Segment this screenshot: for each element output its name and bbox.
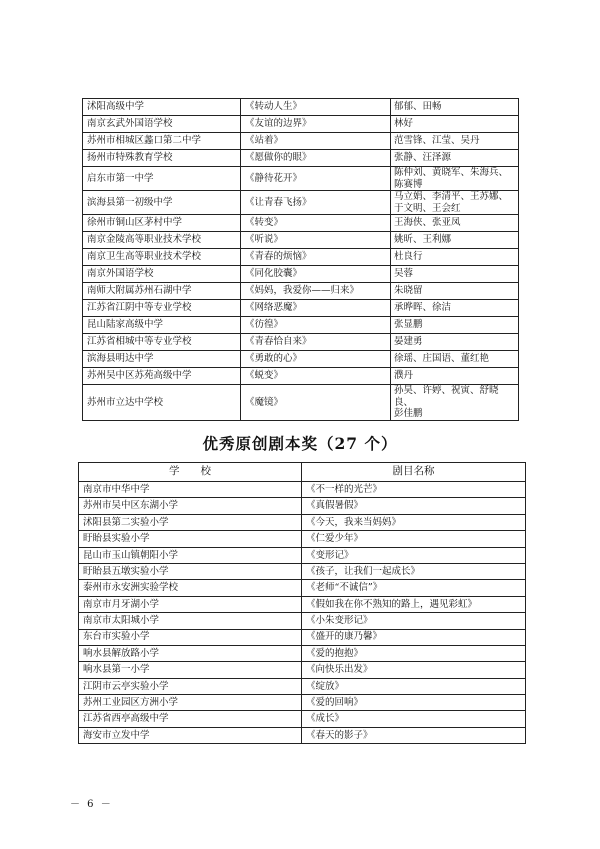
school-cell: 东台市实验小学 xyxy=(79,629,302,645)
table-row xyxy=(83,215,519,232)
authors-cell xyxy=(391,150,519,167)
title-cell: 《爱的回响》 xyxy=(302,695,526,711)
school-cell: 南京市中华中学 xyxy=(79,482,302,498)
authors-cell xyxy=(391,283,519,300)
table-row xyxy=(83,368,519,385)
title-cell: 《让青春飞扬》 xyxy=(241,191,391,215)
school-cell: 昆山陆家高级中学 xyxy=(83,317,241,334)
table-row xyxy=(79,482,526,498)
table-row xyxy=(79,531,526,547)
table-row xyxy=(79,678,526,694)
school-cell: 海安市立发中学 xyxy=(79,727,302,743)
table-row xyxy=(79,613,526,629)
school-cell: 沭阳县第二实验小学 xyxy=(79,514,302,530)
table-row xyxy=(79,514,526,530)
author-line: 杜良行 xyxy=(394,251,423,263)
title-cell: 《小朱变形记》 xyxy=(302,613,526,629)
authors-cell xyxy=(391,368,519,385)
authors-cell xyxy=(391,334,519,351)
table-row xyxy=(79,563,526,579)
title-cell: 《仁爱少年》 xyxy=(302,531,526,547)
school-cell: 南京市太阳城小学 xyxy=(79,613,302,629)
table-row xyxy=(83,351,519,368)
title-cell: 《今天，我来当妈妈》 xyxy=(302,514,526,530)
title-cell: 《彷徨》 xyxy=(241,317,391,334)
table-row xyxy=(79,711,526,727)
table-row xyxy=(83,300,519,317)
table-row xyxy=(79,727,526,743)
school-cell: 南京玄武外国语学校 xyxy=(83,116,241,133)
header-school: 学 校 xyxy=(79,463,302,482)
school-cell: 响水县解放路小学 xyxy=(79,645,302,661)
school-cell: 扬州市特殊教育学校 xyxy=(83,150,241,167)
school-cell: 苏州市立达中学校 xyxy=(83,385,241,421)
school-cell: 盱眙县实验小学 xyxy=(79,531,302,547)
school-cell: 南师大附属苏州石湖中学 xyxy=(83,283,241,300)
author-line: 郁郁、田畅 xyxy=(394,101,442,113)
title-cell: 《蜕变》 xyxy=(241,368,391,385)
title-cell: 《爱的抱抱》 xyxy=(302,645,526,661)
author-line: 王海侠、张亚凤 xyxy=(394,217,461,229)
author-line: 张显鹏 xyxy=(394,319,423,331)
school-cell: 南京金陵高等职业技术学校 xyxy=(83,232,241,249)
author-line: 范雪锋、江莹、吴丹 xyxy=(394,135,480,147)
author-line: 朱晓留 xyxy=(394,285,423,297)
table-row xyxy=(83,99,519,116)
school-cell: 南京卫生高等职业技术学校 xyxy=(83,249,241,266)
authors-cell xyxy=(391,351,519,368)
school-cell: 盱眙县五墩实验小学 xyxy=(79,563,302,579)
school-cell: 江苏省江阴中等专业学校 xyxy=(83,300,241,317)
author-line: 陈赛博 xyxy=(394,178,423,190)
table-row xyxy=(79,629,526,645)
author-line: 吴蓉 xyxy=(394,268,414,280)
title-cell: 《网络恶魔》 xyxy=(241,300,391,317)
table-row xyxy=(83,385,519,421)
school-cell: 南京市月牙湖小学 xyxy=(79,596,302,612)
author-line: 姚昕、王利娜 xyxy=(394,234,452,246)
title-cell: 《盛开的康乃馨》 xyxy=(302,629,526,645)
table-row xyxy=(79,547,526,563)
school-cell: 响水县第一小学 xyxy=(79,662,302,678)
title-cell: 《站着》 xyxy=(241,133,391,150)
author-line: 徐瑶、庄国语、董红艳 xyxy=(394,353,490,365)
authors-cell xyxy=(391,215,519,232)
authors-cell xyxy=(391,99,519,116)
title-cell: 《假如我在你不熟知的路上，遇见彩虹》 xyxy=(302,596,526,612)
title-cell: 《真假暑假》 xyxy=(302,498,526,514)
table-row xyxy=(83,133,519,150)
author-line: 晏建勇 xyxy=(394,336,423,348)
title-cell: 《老师“不诚信”》 xyxy=(302,580,526,596)
title-cell: 《勇敢的心》 xyxy=(241,351,391,368)
school-cell: 滨海县明达中学 xyxy=(83,351,241,368)
title-cell: 《青春恰自来》 xyxy=(241,334,391,351)
author-line: 林好 xyxy=(394,118,414,130)
title-cell: 《不一样的光芒》 xyxy=(302,482,526,498)
table-header-row xyxy=(79,463,526,482)
title-cell: 《同化胶囊》 xyxy=(241,266,391,283)
authors-cell xyxy=(391,317,519,334)
school-cell: 徐州市铜山区茅村中学 xyxy=(83,215,241,232)
page-number: － 6 － xyxy=(70,799,113,810)
author-line: 马立娟、李清平、王苏娜、 xyxy=(394,191,509,202)
title-cell: 《向快乐出发》 xyxy=(302,662,526,678)
authors-cell xyxy=(391,133,519,150)
table-row xyxy=(79,695,526,711)
title-cell: 《静待花开》 xyxy=(241,167,391,191)
school-cell: 江苏省西亭高级中学 xyxy=(79,711,302,727)
school-cell: 苏州市吴中区东湖小学 xyxy=(79,498,302,514)
table-row xyxy=(83,191,519,215)
school-cell: 泰州市永安洲实验学校 xyxy=(79,580,302,596)
title-cell: 《变形记》 xyxy=(302,547,526,563)
school-cell: 启东市第一中学 xyxy=(83,167,241,191)
authors-cell xyxy=(391,385,519,421)
title-cell: 《春天的影子》 xyxy=(302,727,526,743)
school-cell: 沭阳高级中学 xyxy=(83,99,241,116)
school-cell: 昆山市玉山镇朝阳小学 xyxy=(79,547,302,563)
table-row xyxy=(83,283,519,300)
table-row xyxy=(83,249,519,266)
title-cell: 《妈妈，我爱你——归来》 xyxy=(241,283,391,300)
title-cell: 《听说》 xyxy=(241,232,391,249)
table-row xyxy=(83,317,519,334)
table-row xyxy=(79,498,526,514)
table-row xyxy=(83,116,519,133)
authors-cell xyxy=(391,300,519,317)
author-line: 濮丹 xyxy=(394,370,414,382)
title-cell: 《魔镜》 xyxy=(241,385,391,421)
authors-cell xyxy=(391,167,519,191)
authors-cell xyxy=(391,249,519,266)
original-script-award-table xyxy=(78,462,526,744)
header-title: 剧目名称 xyxy=(302,463,526,482)
title-cell: 《转变》 xyxy=(241,215,391,232)
table-row xyxy=(83,266,519,283)
title-cell: 《转动人生》 xyxy=(241,99,391,116)
author-line: 孙昊、许婷、祝寅、舒晓良、 xyxy=(394,385,499,408)
table-row xyxy=(79,596,526,612)
title-cell: 《青春的烦恼》 xyxy=(241,249,391,266)
table-row xyxy=(79,662,526,678)
authors-cell xyxy=(391,232,519,249)
awards-table-continued xyxy=(82,98,519,421)
author-line: 陈仲刘、黄晓军、朱海兵、 xyxy=(394,167,509,178)
author-line: 彭佳鹏 xyxy=(394,408,423,419)
title-cell: 《愿做你的眼》 xyxy=(241,150,391,167)
school-cell: 苏州吴中区苏苑高级中学 xyxy=(83,368,241,385)
author-line: 张静、汪泽源 xyxy=(394,152,452,164)
title-cell: 《成长》 xyxy=(302,711,526,727)
table-row xyxy=(83,150,519,167)
author-line: 承晔晖、徐洁 xyxy=(394,302,452,314)
table-row xyxy=(83,232,519,249)
authors-cell xyxy=(391,191,519,215)
authors-cell xyxy=(391,116,519,133)
school-cell: 南京外国语学校 xyxy=(83,266,241,283)
title-cell: 《友谊的边界》 xyxy=(241,116,391,133)
school-cell: 江苏省相城中等专业学校 xyxy=(83,334,241,351)
section-title: 优秀原创剧本奖（27 个） xyxy=(202,434,398,453)
title-cell: 《绽放》 xyxy=(302,678,526,694)
school-cell: 滨海县第一初级中学 xyxy=(83,191,241,215)
title-cell: 《孩子，让我们一起成长》 xyxy=(302,563,526,579)
table-row xyxy=(83,334,519,351)
author-line: 于文明、王会红 xyxy=(394,202,461,214)
authors-cell xyxy=(391,266,519,283)
school-cell: 江阴市云亭实验小学 xyxy=(79,678,302,694)
table-row xyxy=(83,167,519,191)
school-cell: 苏州工业园区方洲小学 xyxy=(79,695,302,711)
school-cell: 苏州市相城区蠡口第二中学 xyxy=(83,133,241,150)
table-row xyxy=(79,580,526,596)
table-row xyxy=(79,645,526,661)
